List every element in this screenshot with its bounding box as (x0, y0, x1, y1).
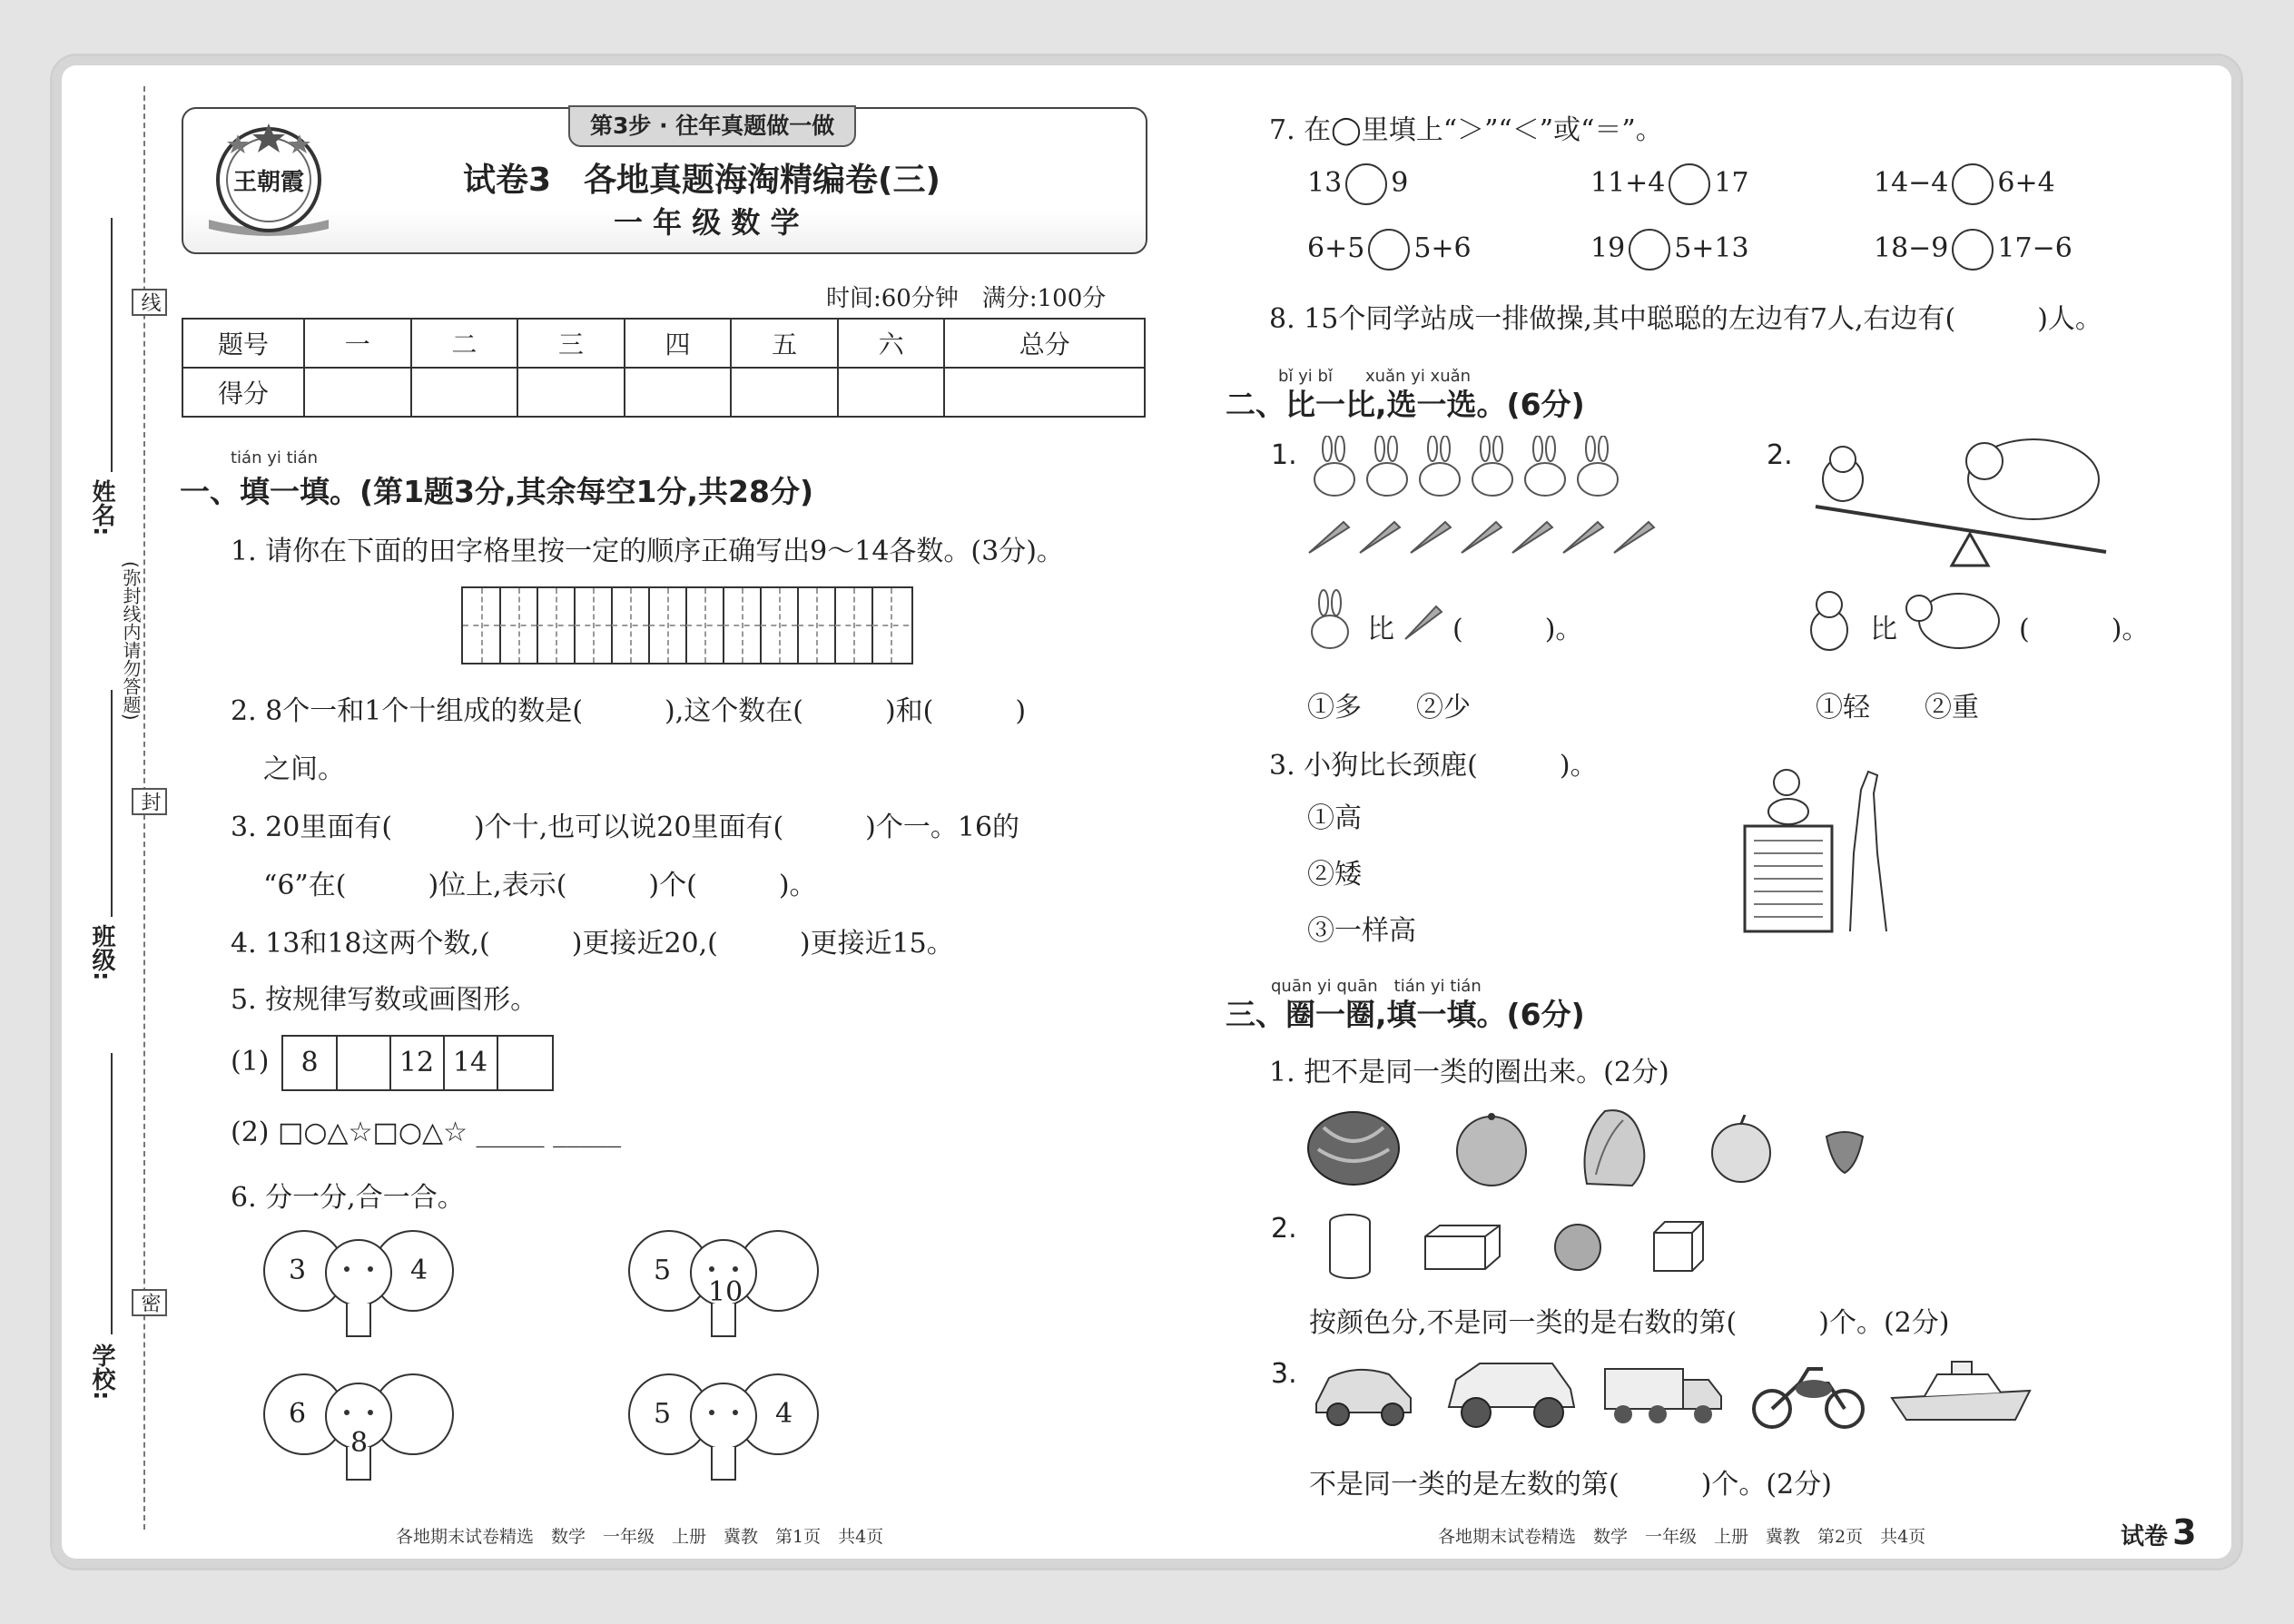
score-value-row (182, 368, 1145, 417)
elephant-left-ear[interactable]: 3 (289, 1255, 307, 1286)
truck-icon[interactable] (1601, 1356, 1725, 1431)
paper-tag (2121, 1512, 2197, 1552)
compare-b: 5+13 (1674, 232, 1749, 264)
exam-subtitle: 一 年 级 数 学 (614, 205, 800, 240)
score-col: 五 (731, 319, 838, 368)
footer-right: 各地期末试卷精选 数学 一年级 上册 冀教 第2页 共4页 (1438, 1527, 1926, 1547)
section3-heading: 三、圈一圈,填一填。(6分) (1226, 997, 1585, 1032)
brand-logo (202, 118, 336, 243)
compare-item (1874, 229, 2072, 271)
time-info: 时间:60分钟 满分:100分 (826, 285, 1107, 312)
elephant-right-ear[interactable]: 4 (775, 1398, 793, 1430)
rabbit-row (1307, 436, 1670, 499)
seal-note: (弥封线内请勿答题) (120, 561, 142, 721)
score-header-row (182, 319, 1145, 368)
section1-pinyin: tián yi tián (231, 448, 319, 468)
question-1-2b: 之间。 (263, 753, 345, 785)
question-1-2a: 2. 8个一和1个十组成的数是( ),这个数在( )和( ) (231, 695, 1027, 727)
question-1-3b: “6”在( )位上,表示( )个( )。 (263, 870, 817, 901)
class-label: 班级: (88, 924, 115, 981)
apple-icon[interactable] (1707, 1115, 1776, 1184)
score-col: 四 (625, 319, 732, 368)
score-col: 三 (517, 319, 625, 368)
car-icon[interactable] (1311, 1356, 1418, 1431)
melon-icon[interactable] (1451, 1109, 1532, 1187)
footer-left: 各地期末试卷精选 数学 一年级 上册 冀教 第1页 共4页 (396, 1527, 884, 1547)
compare-item (1874, 163, 2055, 205)
score-cell[interactable] (944, 368, 1145, 417)
compare-b: 17−6 (1997, 232, 2072, 264)
q5-1-label: (1) (231, 1046, 270, 1078)
seesaw-picture (1807, 434, 2115, 570)
ship-icon[interactable] (1888, 1356, 2033, 1425)
score-table (182, 318, 1146, 418)
section2-q1-label: 1. (1271, 439, 1297, 471)
secret-mark: 密 (132, 1289, 167, 1316)
dog-giraffe-picture (1741, 763, 1914, 935)
elephant-right-ear[interactable]: 4 (410, 1255, 428, 1286)
compare-circle[interactable] (1669, 163, 1710, 205)
paper-tag-number: 3 (2172, 1512, 2197, 1552)
seal-mark: 封 (132, 788, 167, 815)
section2-heading: 二、比一比,选一选。(6分) (1226, 387, 1585, 422)
question-1-3a: 3. 20里面有( )个十,也可以说20里面有( )个一。16的 (231, 812, 1020, 843)
compare-circle[interactable] (1345, 163, 1387, 205)
cube-icon[interactable] (1650, 1218, 1707, 1275)
sphere-icon[interactable] (1552, 1222, 1603, 1273)
compare-item (1590, 229, 1749, 271)
score-cell[interactable] (731, 368, 838, 417)
option-short: ②矮 (1307, 859, 1362, 891)
compare-b: 9 (1391, 167, 1409, 199)
score-row-label: 得分 (182, 368, 304, 417)
elephant-left-ear[interactable]: 6 (289, 1398, 307, 1430)
cylinder-icon[interactable] (1327, 1213, 1373, 1280)
elephant-figure (263, 1369, 454, 1487)
paper-tag-label: 试卷 (2121, 1523, 2169, 1550)
score-col: 二 (411, 319, 518, 368)
elephant-figure (263, 1225, 454, 1343)
options: ①轻 ②重 (1816, 692, 1979, 723)
seq-cell: 14 (444, 1037, 498, 1089)
jeep-icon[interactable] (1443, 1353, 1580, 1432)
score-col: 总分 (944, 319, 1145, 368)
compare-circle[interactable] (1368, 229, 1410, 271)
compare-circle[interactable] (1952, 163, 1994, 205)
score-col: 六 (838, 319, 945, 368)
question-3-2: 按颜色分,不是同一类的是右数的第( )个。(2分) (1309, 1307, 1950, 1339)
section1-heading: 一、填一填。(第1题3分,其余每空1分,共28分) (180, 474, 814, 509)
class-field[interactable] (111, 690, 113, 917)
compare-a: 14−4 (1874, 167, 1949, 199)
question-1-5: 5. 按规律写数或画图形。 (231, 984, 538, 1016)
compare-word: 比 (1870, 614, 1897, 645)
section2-pinyin: bǐ yi bǐ xuǎn yi xuǎn (1278, 367, 1472, 386)
tianzi-grid[interactable] (461, 586, 913, 664)
chick-icon (1807, 586, 1852, 654)
question-1-8: 8. 15个同学站成一排做操,其中聪聪的左边有7人,右边有( )人。 (1269, 303, 2102, 335)
compare-word: 比 (1367, 614, 1394, 645)
elephant-face[interactable]: 10 (708, 1276, 743, 1308)
question-1-6: 6. 分一分,合一合。 (231, 1182, 465, 1214)
option-same: ③一样高 (1307, 915, 1416, 947)
compare-circle[interactable] (1629, 229, 1670, 271)
number-sequence (281, 1035, 554, 1091)
compare-b: 6+4 (1997, 167, 2055, 199)
compare-a: 6+5 (1307, 232, 1365, 264)
answer-blank[interactable]: ( )。 (2019, 614, 2150, 645)
cabbage-icon[interactable] (1569, 1102, 1659, 1193)
elephant-left-ear[interactable]: 5 (654, 1398, 672, 1430)
carrot-row (1304, 513, 1685, 558)
compare-a: 18−9 (1874, 232, 1949, 264)
section3-pinyin: quān yi quān tián yi tián (1271, 977, 1482, 996)
exam-title: 试卷3 各地真题海淘精编卷(三) (463, 162, 940, 199)
score-col: 一 (304, 319, 411, 368)
question-1-1: 1. 请你在下面的田字格里按一定的顺序正确写出9～14各数。(3分)。 (231, 536, 1064, 567)
score-col: 题号 (182, 319, 304, 368)
question-3-3: 不是同一类的是左数的第( )个。(2分) (1309, 1469, 1832, 1501)
compare-item (1590, 163, 1749, 205)
elephant-figure (628, 1225, 819, 1343)
question-1-5-2: (2) □○△☆□○△☆ _____ _____ (231, 1117, 622, 1148)
score-cell[interactable] (411, 368, 518, 417)
rabbit-icon (1307, 588, 1353, 652)
score-cell[interactable] (304, 368, 411, 417)
seq-cell-blank[interactable] (337, 1037, 391, 1089)
step-badge: 第3步 · 往年真题做一做 (568, 105, 856, 147)
question-1-7: 7. 在◯里填上“＞”“＜”或“＝”。 (1269, 114, 1663, 146)
elephant-left-ear[interactable]: 5 (654, 1255, 672, 1286)
compare-b: 5+6 (1413, 232, 1472, 264)
carrot-icon (1400, 599, 1445, 645)
seq-cell-blank[interactable] (497, 1037, 550, 1089)
compare-a: 13 (1307, 167, 1343, 199)
score-cell[interactable] (517, 368, 625, 417)
score-cell[interactable] (838, 368, 945, 417)
name-field[interactable] (111, 218, 113, 472)
question-1-4: 4. 13和18这两个数,( )更接近20,( )更接近15。 (231, 928, 954, 960)
name-label: 姓名: (88, 479, 115, 536)
section3-q2-label: 2. (1271, 1213, 1297, 1245)
section3-q3-label: 3. (1271, 1358, 1297, 1390)
line-mark: 线 (132, 289, 167, 316)
question-3-1: 1. 把不是同一类的圈出来。(2分) (1269, 1057, 1669, 1088)
watermelon-icon[interactable] (1305, 1109, 1402, 1187)
elephant-face[interactable]: 8 (350, 1427, 369, 1459)
seq-cell: 12 (390, 1037, 445, 1089)
strawberry-icon[interactable] (1821, 1124, 1868, 1175)
compare-b: 17 (1714, 167, 1749, 199)
option-high: ①高 (1307, 802, 1362, 834)
compare-a: 11+4 (1590, 167, 1666, 199)
motorcycle-icon[interactable] (1750, 1356, 1866, 1432)
options: ①多 ②少 (1307, 692, 1471, 723)
school-label: 学校: (88, 1343, 115, 1401)
sheep-icon (1903, 585, 2003, 657)
compare-item (1307, 163, 1408, 205)
score-cell[interactable] (625, 368, 732, 417)
brand-name: 王朝霞 (232, 169, 304, 196)
section2-q2-label: 2. (1767, 439, 1793, 471)
cuboid-icon[interactable] (1422, 1222, 1503, 1273)
question-2-3: 3. 小狗比长颈鹿( )。 (1269, 750, 1598, 782)
compare-item (1307, 229, 1472, 271)
elephant-figure (628, 1369, 819, 1487)
compare-a: 19 (1590, 232, 1626, 264)
answer-blank[interactable]: ( )。 (1452, 614, 1583, 645)
school-field[interactable] (111, 1053, 113, 1334)
seq-cell: 8 (283, 1037, 338, 1089)
compare-circle[interactable] (1952, 229, 1994, 271)
